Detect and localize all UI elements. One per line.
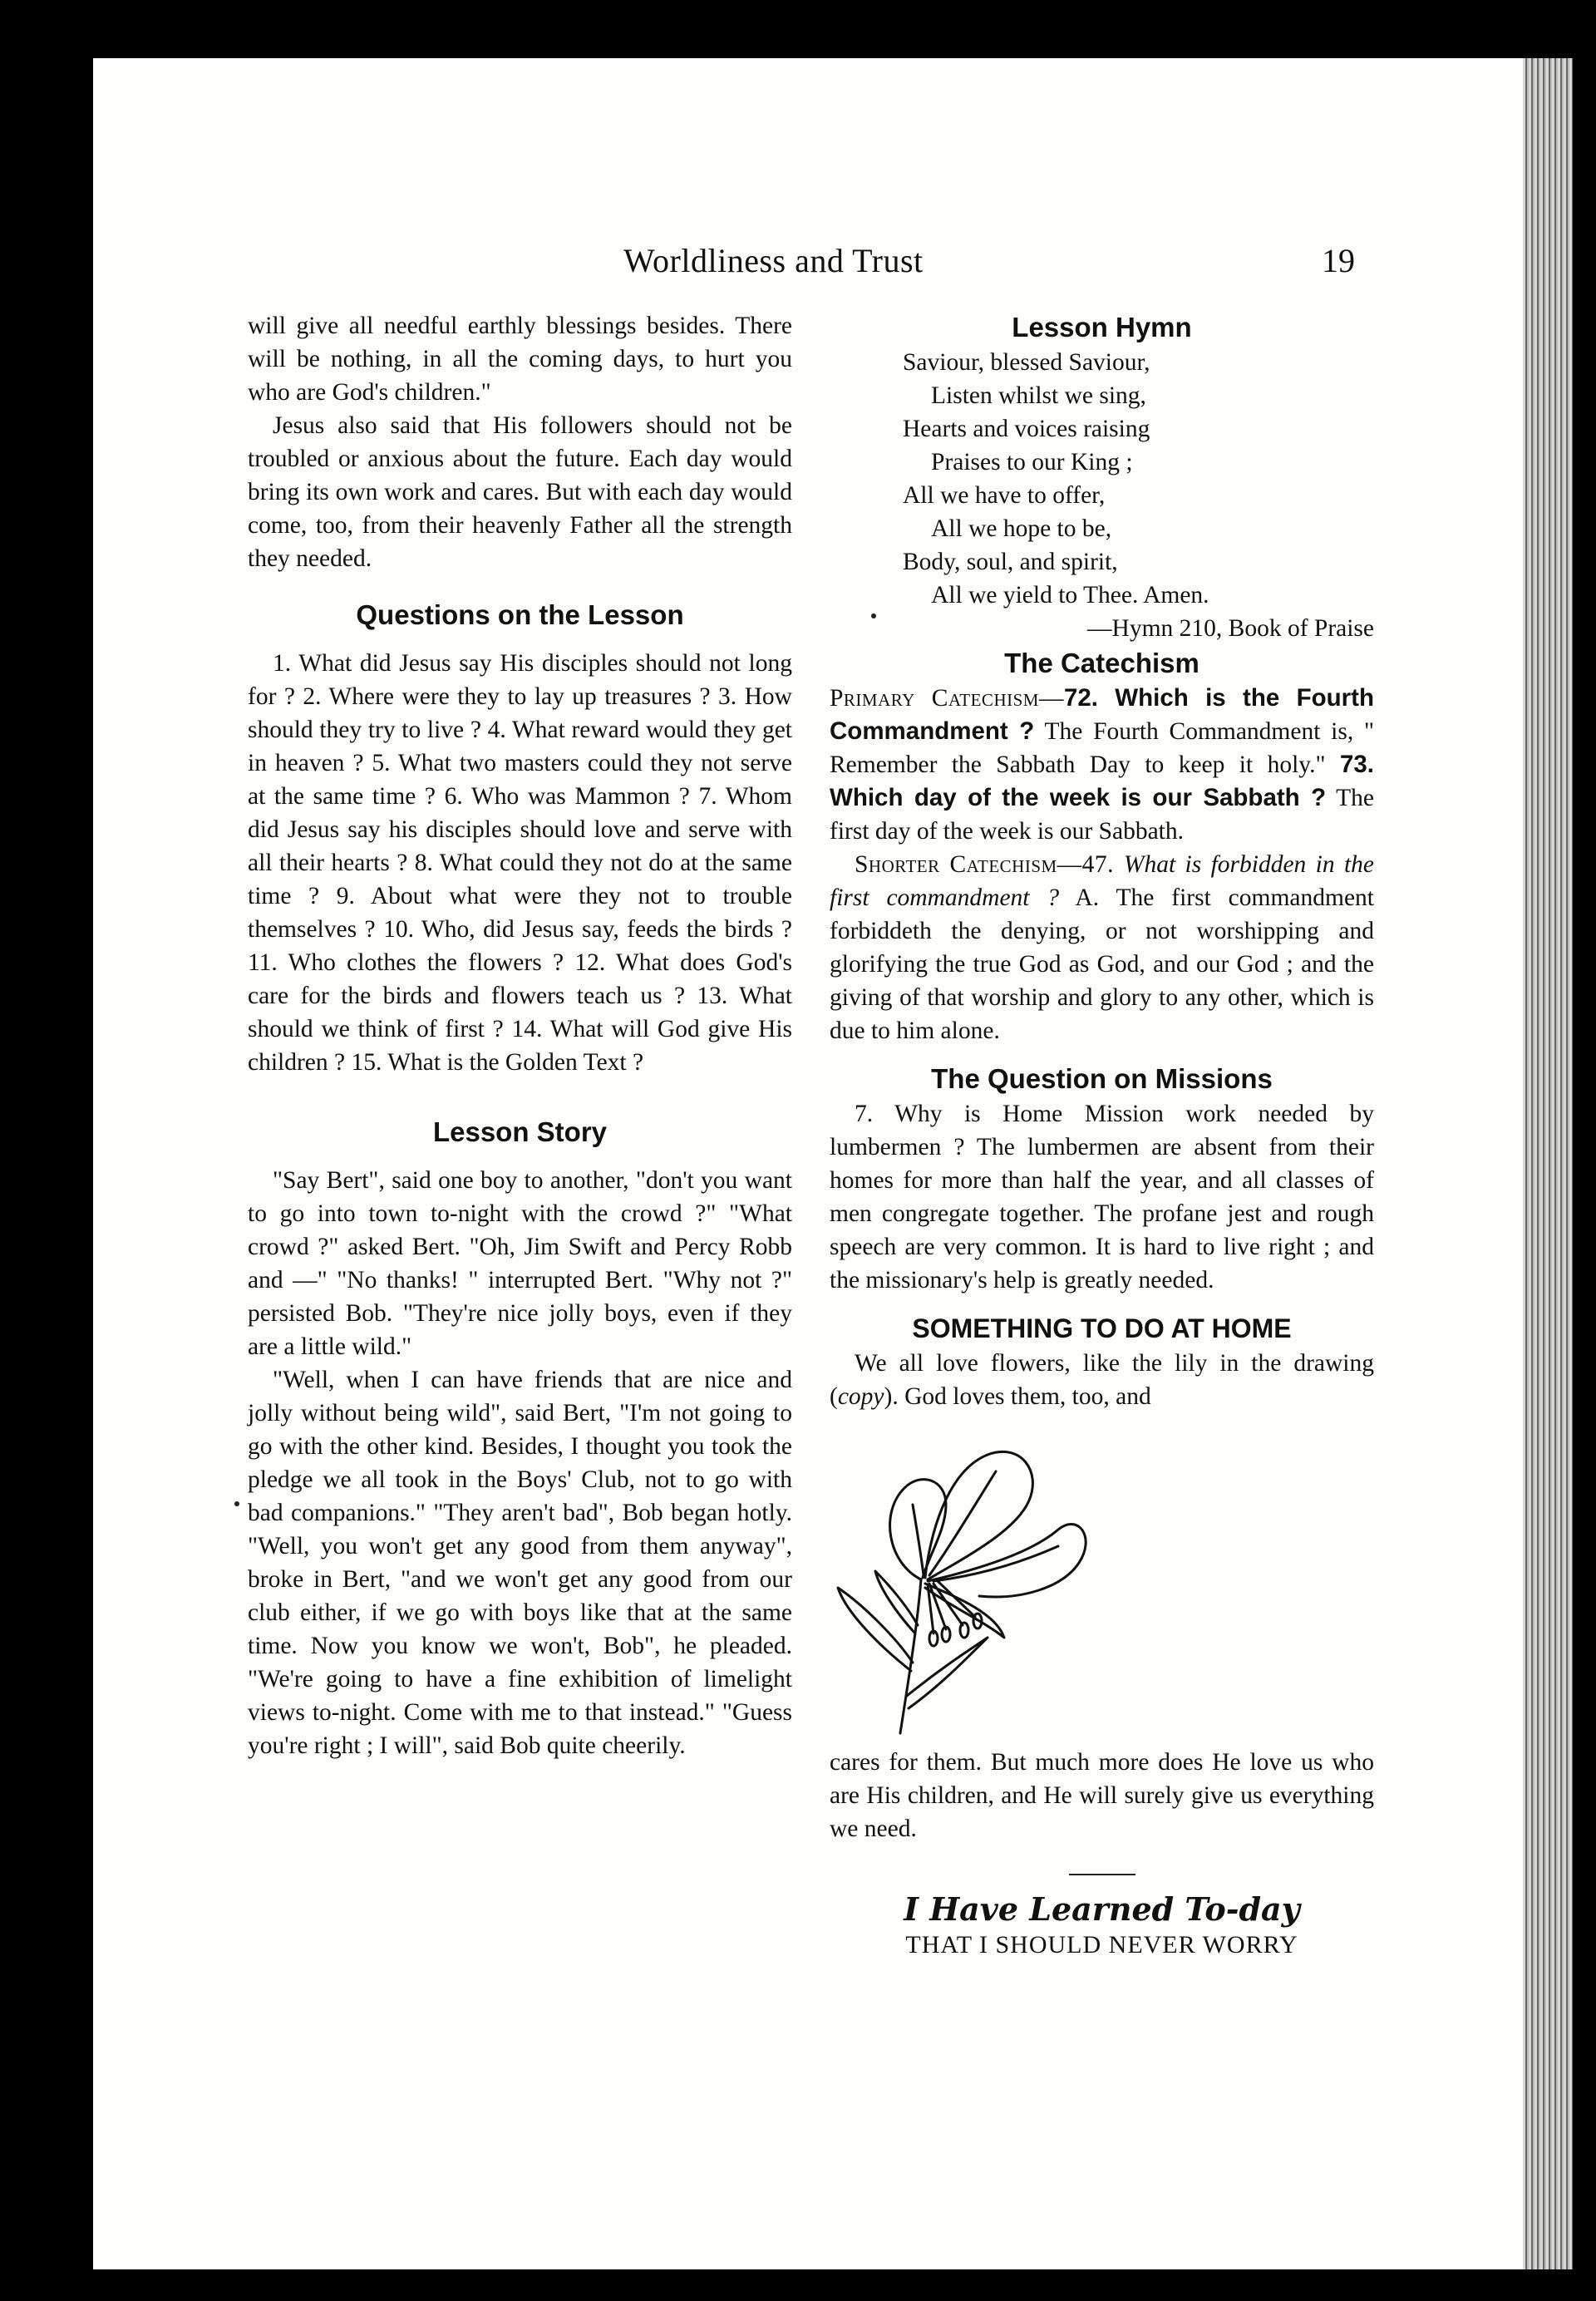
hymn-heading: Lesson Hymn xyxy=(1012,312,1192,342)
missions-heading: The Question on Missions xyxy=(931,1063,1273,1094)
stray-mark xyxy=(871,613,876,618)
hymn-line: Saviour, blessed Saviour, xyxy=(903,349,1150,376)
shorter-catechism xyxy=(830,848,1374,1047)
hymn-line: Listen whilst we sing, xyxy=(931,382,1146,409)
missions-text: 7. Why is Home Mission work needed by lumbermen ? The lumbermen are absent from their homes for more than half the year, and all classes of men congregate together. The profane jest and rough speech are very common. It is hard to live right ; and the missionary's help is greatly needed. xyxy=(830,1101,1374,1293)
hymn-line: Body, soul, and spirit, xyxy=(903,549,1118,575)
left-column xyxy=(248,309,792,1762)
catechism-heading: The Catechism xyxy=(1004,648,1199,678)
primary-catechism xyxy=(830,682,1374,848)
learned-today-text: THAT I SHOULD NEVER WORRY xyxy=(905,1931,1298,1959)
primary-catechism-label: Primary Catechism— xyxy=(830,685,1064,712)
hymn-line: All we have to offer, xyxy=(903,482,1106,509)
story-paragraph-2: "Well, when I can have friends that are nice and jolly without being wild", said Bert, "I'm not going to go with the other kind. Besides, I thought you took the pledge we all took in the Boys' Club, not to go with bad companions." "They aren't bad", Bob began hotly. "Well, you won't get any good from them anyway", broke in Bert, "and we won't get any good from our club either, if we go with boys like that at the same time. Now you know we won't, Bob", he pleaded. "We're going to have a fine exhibition of limelight views to-night. Come with me to that instead." "Guess you're right ; I will", said Bob quite cheerily. xyxy=(248,1367,792,1759)
primary-question-73: 73. Which day of the week is our Sabbath ? xyxy=(830,751,1374,811)
home-paragraph-2: cares for them. But much more does He love us who are His children, and He will surely give us everything we need. xyxy=(830,1749,1374,1842)
hymn-verse xyxy=(830,346,1374,645)
shorter-answer: A. The first commandment forbiddeth the denying, or not worshipping and glorifying the true God as God, and our God ; and the giving of that worship and glory to any other, which is due to him alone. xyxy=(830,884,1374,1044)
page-number: 19 xyxy=(1322,242,1355,279)
story-paragraph-1: "Say Bert", said one boy to another, "don't you want to go into town to-night with the crowd ?" "What crowd ?" asked Bert. "Oh, Jim Swift and Percy Robb and —" "No thanks! " interrupted Bert. "Why not ?" persisted Bob. "They're nice jolly boys, even if they are a little wild." xyxy=(248,1167,792,1360)
story-heading: Lesson Story xyxy=(432,1116,608,1147)
right-column xyxy=(830,309,1374,1962)
home-paragraph-1: We all love flowers, like the lily in the drawing (copy). God loves them, too, and xyxy=(830,1350,1374,1410)
hymn-line: Hearts and voices raising xyxy=(903,416,1150,442)
lily-drawing xyxy=(830,1421,1374,1737)
shorter-question: What is forbidden in the first commandment ? xyxy=(830,851,1374,911)
intro-paragraph-2: Jesus also said that His followers should not be troubled or anxious about the future. Each day would bring its own work and cares. But with each day would come, too, from their heavenly Father all the strength they needed. xyxy=(248,412,792,572)
hymn-line: Praises to our King ; xyxy=(931,449,1133,475)
page-edges xyxy=(1523,58,1573,2269)
running-head: Worldliness and Trust xyxy=(623,242,924,279)
hymn-source: —Hymn 210, Book of Praise xyxy=(1087,615,1374,642)
primary-answer-73: The first day of the week is our Sabbath. xyxy=(830,785,1374,845)
intro-paragraph-1: will give all needful earthly blessings besides. There will be nothing, in all the coming days, to hurt you who are God's children." xyxy=(248,313,792,406)
stray-mark xyxy=(234,1501,239,1506)
hymn-line: All we hope to be, xyxy=(931,515,1112,542)
primary-question-72: 72. Which is the Fourth Commandment ? xyxy=(830,684,1374,745)
learned-today-title: I Have Learned To-day xyxy=(904,1890,1300,1928)
questions-text: 1. What did Jesus say His disciples should not long for ? 2. Where were they to lay up treasures ? 3. How should they try to live ? 4. What reward would they get in heaven ? 5. What two masters could they not serve at the same time ? 6. Who was Mammon ? 7. Whom did Jesus say his disciples should love and serve with all their hearts ? 8. What could they not do at the same time ? 9. About what were they not to trouble themselves ? 10. Who, did Jesus say, feeds the birds ? 11. Who clothes the flowers ? 12. What does God's care for the birds and flowers teach us ? 13. What should we think of first ? 14. What will God give His children ? 15. What is the Golden Text ? xyxy=(248,650,792,1076)
divider xyxy=(1069,1874,1135,1875)
shorter-catechism-label: Shorter Catechism—47. xyxy=(855,851,1124,878)
questions-heading: Questions on the Lesson xyxy=(356,599,684,630)
primary-answer-72: The Fourth Commandment is, " Remember the Sabbath Day to keep it holy." xyxy=(830,718,1374,778)
hymn-line: All we yield to Thee. Amen. xyxy=(931,582,1209,609)
home-heading: SOMETHING TO DO AT HOME xyxy=(912,1313,1292,1343)
